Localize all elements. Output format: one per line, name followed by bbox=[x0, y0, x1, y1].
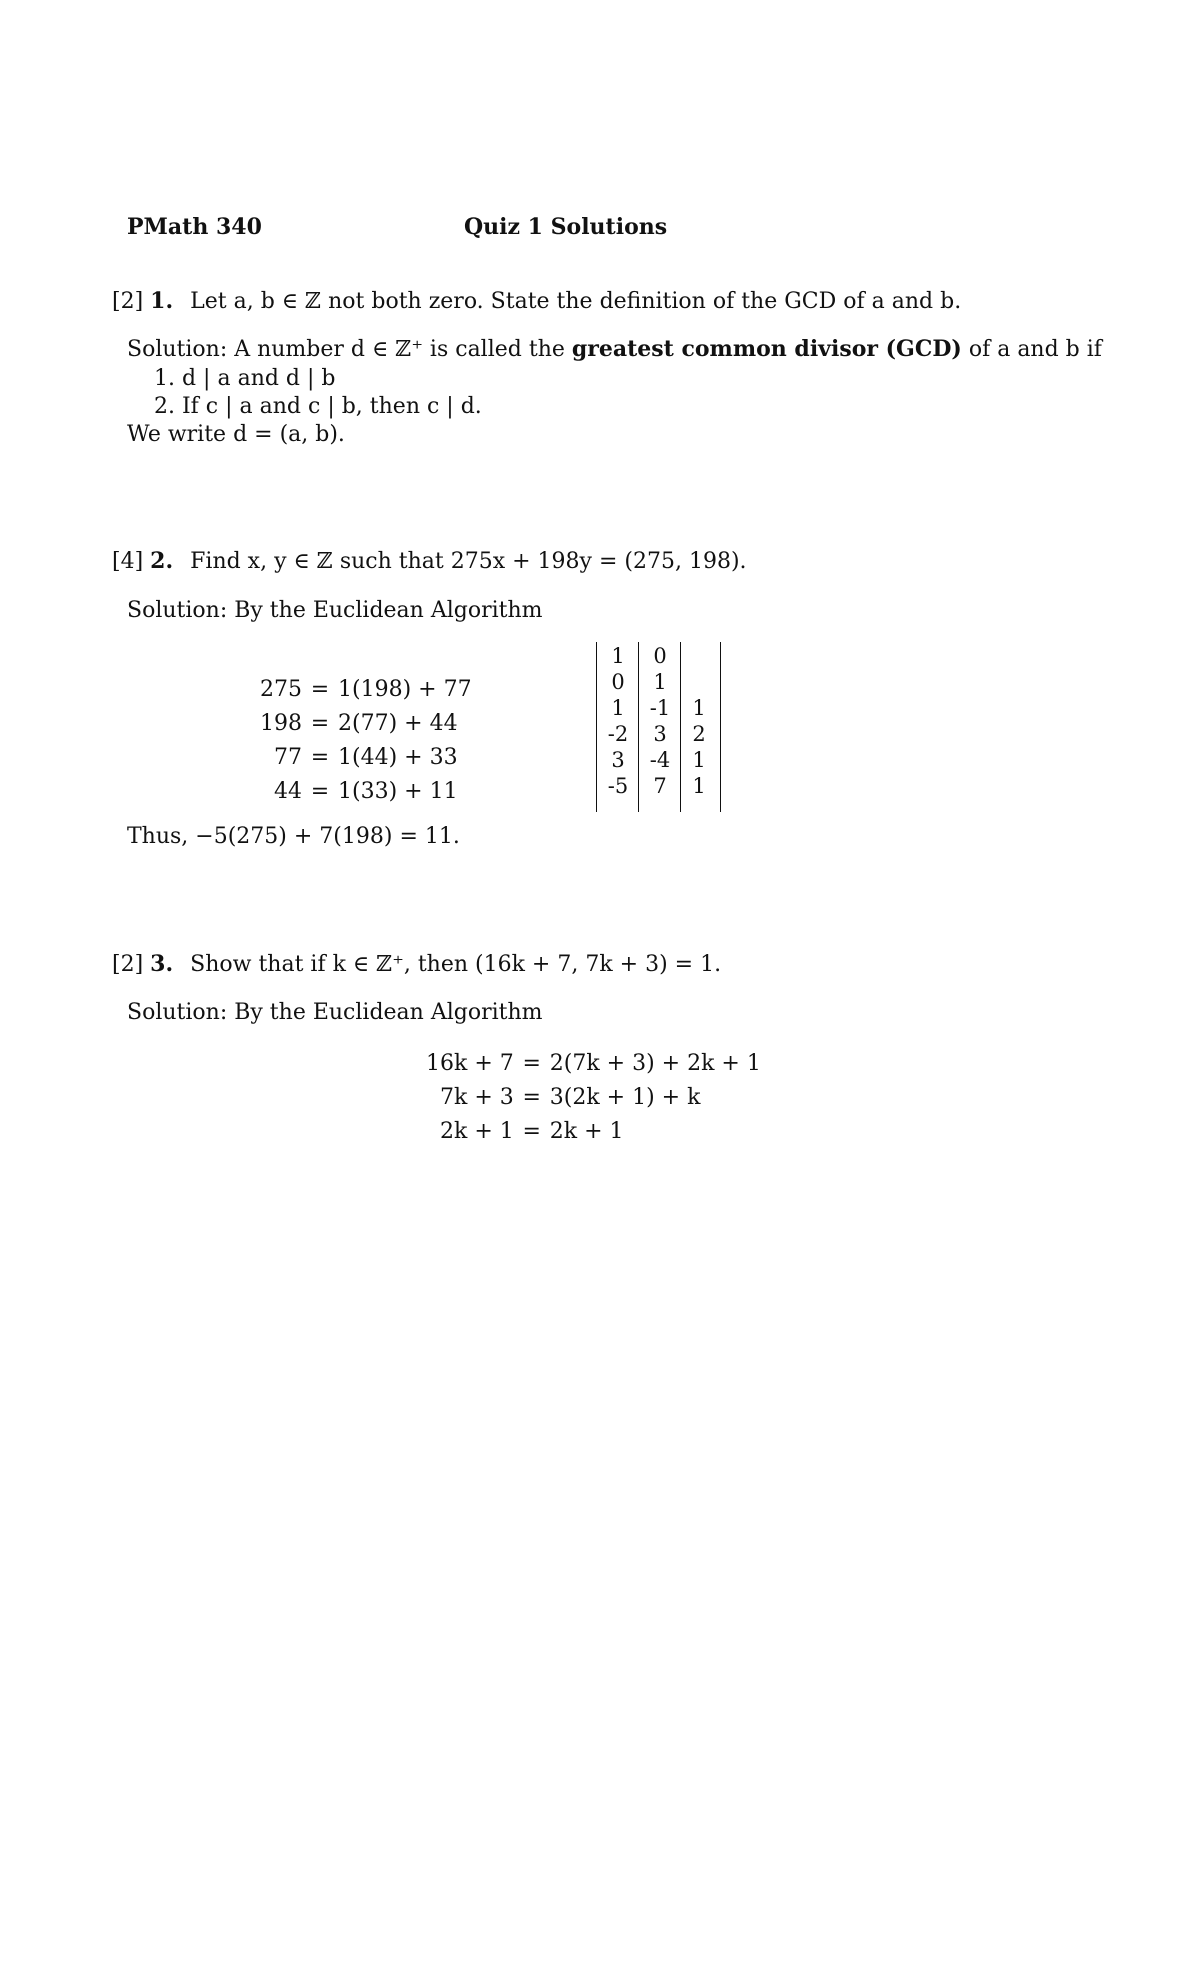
equals-sign: = bbox=[522, 1085, 541, 1110]
table-cell: 2 bbox=[692, 721, 706, 746]
question-2 bbox=[112, 550, 747, 573]
equation-rhs: 2k + 1 bbox=[549, 1119, 624, 1144]
q2-solution: Solution: By the Euclidean Algorithm bbox=[127, 598, 543, 623]
q1-item-1: 1. d | a and d | b bbox=[154, 366, 336, 391]
table-cell: -4 bbox=[649, 747, 671, 772]
table-cell bbox=[681, 669, 717, 695]
equation-lhs: 7k + 3 bbox=[440, 1085, 514, 1110]
table-cell: -5 bbox=[607, 773, 629, 798]
equation-rhs: 1(44) + 33 bbox=[338, 745, 458, 770]
q1-closing: We write d = (a, b). bbox=[127, 422, 345, 447]
table-row bbox=[597, 747, 717, 773]
equation-rhs: 1(33) + 11 bbox=[338, 779, 458, 804]
table-row bbox=[597, 695, 717, 721]
q1-number: 1. bbox=[150, 288, 174, 314]
equation-row bbox=[260, 673, 472, 707]
table-cell: 1 bbox=[611, 695, 625, 720]
course-name: PMath 340 bbox=[127, 214, 262, 240]
equals-sign: = bbox=[522, 1119, 541, 1144]
table-cell: 0 bbox=[611, 669, 625, 694]
q2-table bbox=[597, 643, 717, 799]
q1-marks: [2] bbox=[112, 289, 144, 314]
equation-lhs: 77 bbox=[274, 745, 302, 770]
table-cell: -1 bbox=[649, 695, 671, 720]
table-cell: 1 bbox=[653, 669, 667, 694]
table-cell: 1 bbox=[692, 773, 706, 798]
q1-text: Let a, b ∈ ℤ not both zero. State the definition of the GCD of a and b. bbox=[190, 289, 962, 314]
equals-sign: = bbox=[310, 745, 330, 770]
q3-marks: [2] bbox=[112, 952, 144, 977]
q1-solution-intro: Solution: A number d ∈ ℤ⁺ is called the bbox=[127, 337, 565, 362]
table-cell: 1 bbox=[692, 695, 706, 720]
table-cell: 7 bbox=[653, 773, 667, 798]
table-cell: 0 bbox=[653, 643, 667, 668]
equals-sign: = bbox=[310, 779, 330, 804]
q2-conclusion: Thus, −5(275) + 7(198) = 11. bbox=[127, 824, 460, 849]
equation-lhs: 198 bbox=[260, 711, 302, 736]
equation-row bbox=[260, 741, 472, 775]
q3-text: Show that if k ∈ ℤ⁺, then (16k + 7, 7k + 3) = 1. bbox=[190, 952, 722, 977]
equals-sign: = bbox=[522, 1051, 541, 1076]
q2-equations bbox=[260, 673, 472, 809]
page-title: Quiz 1 Solutions bbox=[464, 214, 668, 240]
equals-sign: = bbox=[310, 711, 330, 736]
table-rule bbox=[720, 642, 721, 812]
table-cell: 1 bbox=[611, 643, 625, 668]
table-cell bbox=[681, 643, 717, 669]
table-row bbox=[597, 721, 717, 747]
equation-lhs: 44 bbox=[274, 779, 302, 804]
equation-row bbox=[426, 1081, 761, 1115]
question-3 bbox=[112, 953, 721, 976]
equation-row bbox=[426, 1047, 761, 1081]
equation-rhs: 1(198) + 77 bbox=[338, 677, 472, 702]
equation-row bbox=[260, 707, 472, 741]
table-cell: 3 bbox=[611, 747, 625, 772]
equation-row bbox=[426, 1115, 761, 1149]
question-1 bbox=[112, 290, 961, 313]
table-cell: 1 bbox=[692, 747, 706, 772]
table-cell: 3 bbox=[653, 721, 667, 746]
q1-item-2: 2. If c | a and c | b, then c | d. bbox=[154, 394, 482, 419]
q2-marks: [4] bbox=[112, 549, 144, 574]
equation-row bbox=[260, 775, 472, 809]
equals-sign: = bbox=[310, 677, 330, 702]
q3-solution: Solution: By the Euclidean Algorithm bbox=[127, 1000, 543, 1025]
table-row bbox=[597, 773, 717, 799]
q2-number: 2. bbox=[150, 548, 174, 574]
equation-rhs: 3(2k + 1) + k bbox=[549, 1085, 701, 1110]
table-cell: -2 bbox=[607, 721, 629, 746]
q3-equations bbox=[426, 1047, 761, 1149]
equation-lhs: 16k + 7 bbox=[426, 1051, 514, 1076]
equation-rhs: 2(7k + 3) + 2k + 1 bbox=[549, 1051, 761, 1076]
q1-solution-term: greatest common divisor (GCD) bbox=[571, 336, 962, 362]
q2-text: Find x, y ∈ ℤ such that 275x + 198y = (275, 198). bbox=[190, 549, 747, 574]
q1-solution bbox=[127, 338, 1102, 361]
q1-solution-end: of a and b if bbox=[968, 337, 1102, 362]
equation-lhs: 2k + 1 bbox=[440, 1119, 514, 1144]
table-row bbox=[597, 643, 717, 669]
equation-lhs: 275 bbox=[260, 677, 302, 702]
q3-number: 3. bbox=[150, 951, 174, 977]
table-row bbox=[597, 669, 717, 695]
equation-rhs: 2(77) + 44 bbox=[338, 711, 458, 736]
